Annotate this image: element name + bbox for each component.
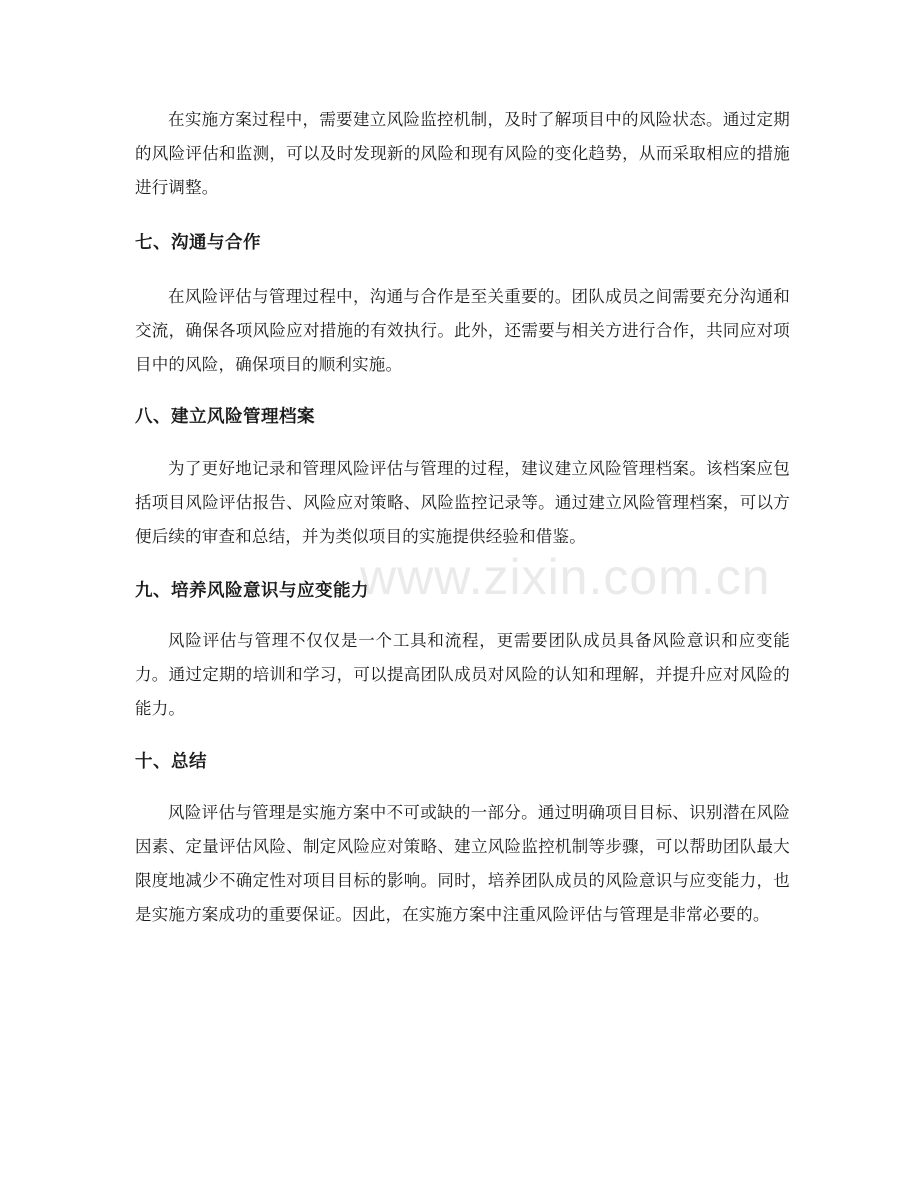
heading-risk-archive: 八、建立风险管理档案 — [135, 407, 315, 427]
paragraph-risk-archive: 为了更好地记录和管理风险评估与管理的过程，建议建立风险管理档案。该档案应包括项目风险评估报告、风险应对策略、风险监控记录等。通过建立风险管理档案，可以方便后续的审查和总结，并为类似项目的实施提供经验和借鉴。 — [135, 459, 790, 546]
heading-summary: 十、总结 — [135, 752, 207, 772]
paragraph-summary: 风险评估与管理是实施方案中不可或缺的一部分。通过明确项目目标、识别潜在风险因素、定量评估风险、制定风险应对策略、建立风险监控机制等步骤，可以帮助团队最大限度地减少不确定性对项目目标的影响。同时，培养团队成员的风险意识与应变能力，也是实施方案成功的重要保证。因此，在实施方案中注重风险评估与管理是非常必要的。 — [135, 803, 790, 924]
heading-risk-awareness: 九、培养风险意识与应变能力 — [135, 581, 369, 601]
paragraph-risk-awareness: 风险评估与管理不仅仅是一个工具和流程，更需要团队成员具备风险意识和应变能力。通过定期的培训和学习，可以提高团队成员对风险的认知和理解，并提升应对风险的能力。 — [135, 631, 790, 718]
paragraph-risk-monitoring: 在实施方案过程中，需要建立风险监控机制，及时了解项目中的风险状态。通过定期的风险评估和监测，可以及时发现新的风险和现有风险的变化趋势，从而采取相应的措施进行调整。 — [135, 110, 790, 197]
paragraph-communication: 在风险评估与管理过程中，沟通与合作是至关重要的。团队成员之间需要充分沟通和交流，确保各项风险应对措施的有效执行。此外，还需要与相关方进行合作，共同应对项目中的风险，确保项目的顺利实施。 — [135, 287, 790, 374]
watermark-text: www.zixin.com.cn — [360, 549, 771, 605]
heading-communication: 七、沟通与合作 — [135, 233, 261, 253]
